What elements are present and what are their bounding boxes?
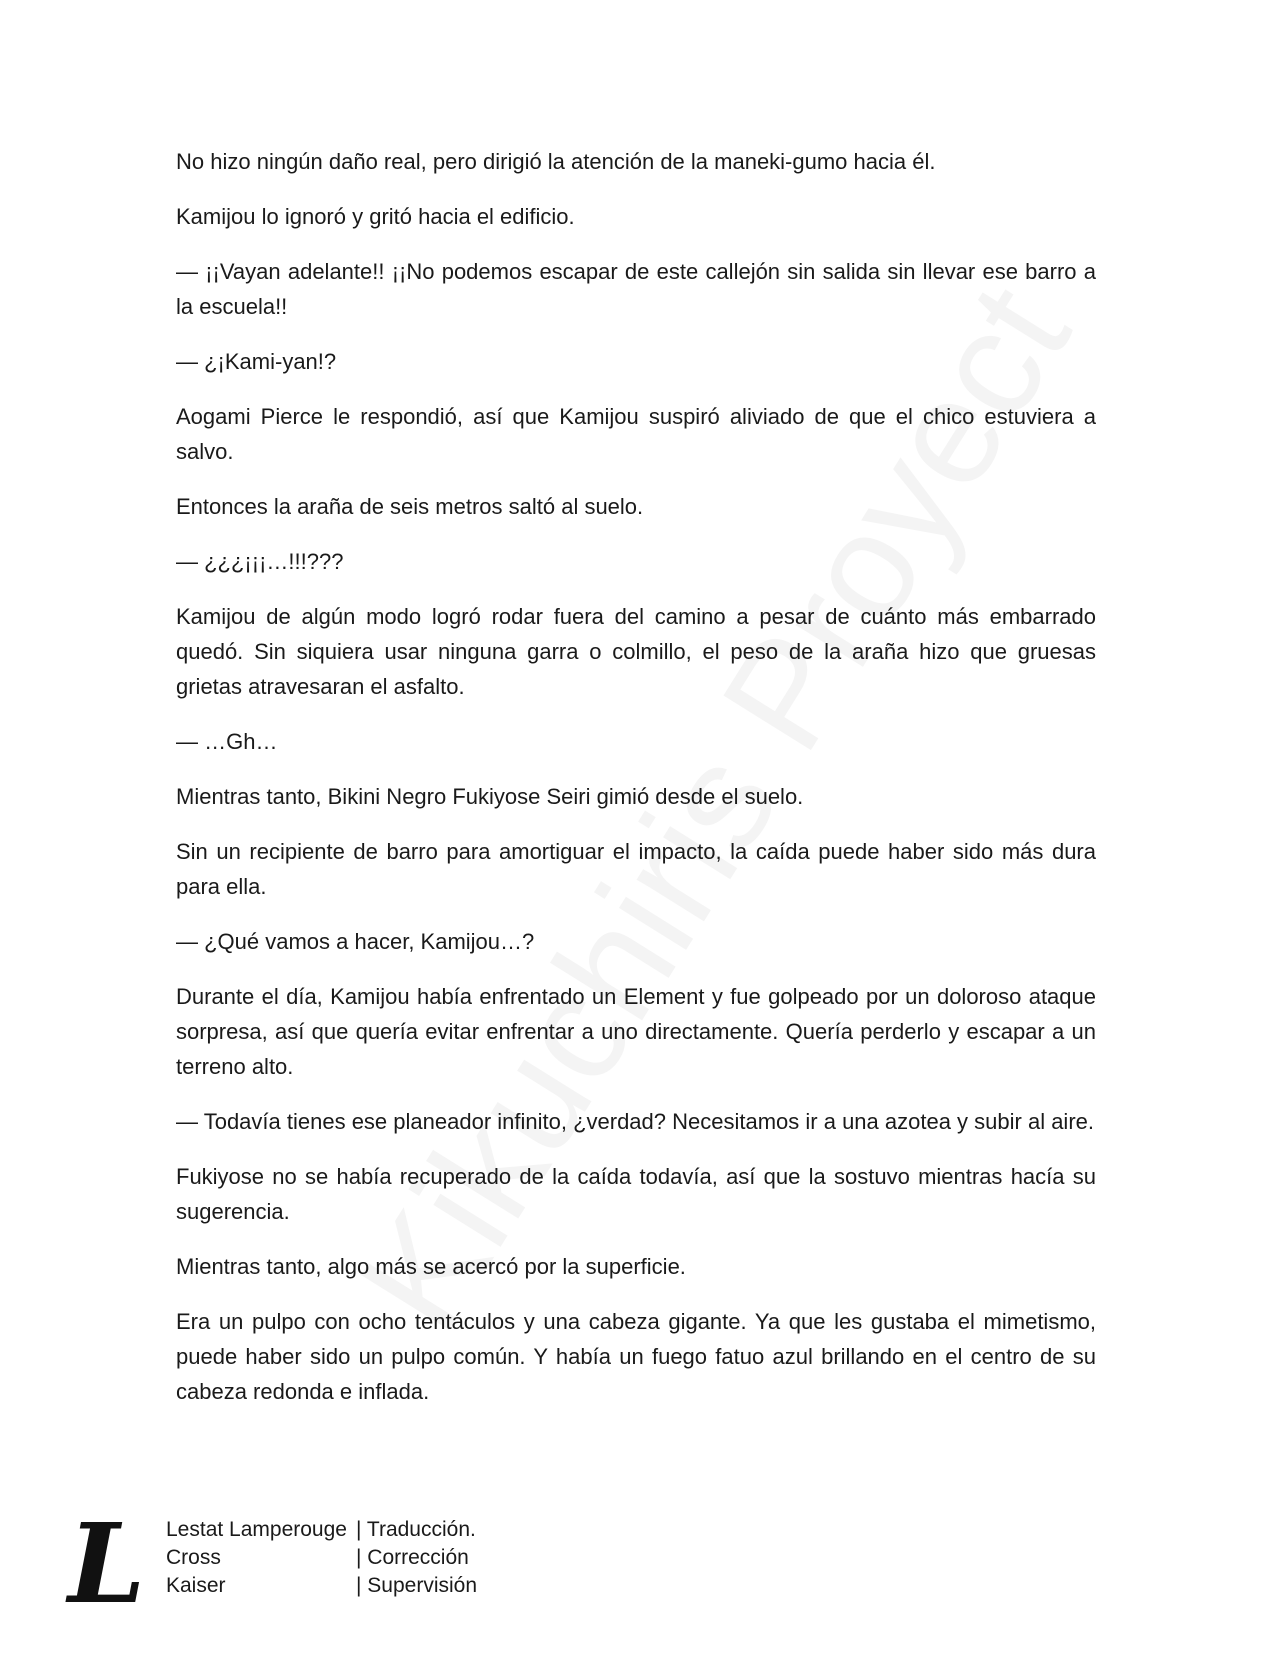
paragraph-7: — ¿¿¿¡¡¡…!!!???	[176, 549, 344, 574]
credit-row	[166, 1572, 477, 1600]
credit-role: | Traducción.	[356, 1518, 476, 1541]
credit-name: Lestat Lamperouge	[166, 1518, 347, 1541]
paragraph-2: Kamijou lo ignoró y gritó hacia el edificio.	[176, 204, 575, 229]
gothic-l-logo: L	[68, 1499, 146, 1628]
paragraph-8: Kamijou de algún modo logró rodar fuera del camino a pesar de cuánto más embarrado quedó. Sin siquiera usar ninguna garra o colmillo, el peso de la araña hizo que gruesas grietas atravesaran el asfalto.	[176, 604, 1096, 699]
paragraph-17: Era un pulpo con ocho tentáculos y una cabeza gigante. Ya que les gustaba el mimetismo, puede haber sido un pulpo común. Y había un fuego fatuo azul brillando en el centro de su cabeza redonda e inflada.	[176, 1309, 1096, 1404]
paragraph-5: Aogami Pierce le respondió, así que Kamijou suspiró aliviado de que el chico estuviera a salvo.	[176, 404, 1096, 464]
paragraph-14: — Todavía tienes ese planeador infinito, ¿verdad? Necesitamos ir a una azotea y subir al aire.	[176, 1109, 1094, 1134]
credit-role: | Supervisión	[356, 1574, 478, 1597]
paragraph-6: Entonces la araña de seis metros saltó al suelo.	[176, 494, 644, 519]
credits-list	[166, 1516, 477, 1600]
credits-footer	[60, 1499, 660, 1628]
paragraph-10: Mientras tanto, Bikini Negro Fukiyose Seiri gimió desde el suelo.	[176, 784, 804, 809]
paragraph-12: — ¿Qué vamos a hacer, Kamijou…?	[176, 929, 535, 954]
credit-name: Kaiser	[166, 1574, 226, 1597]
paragraph-4: — ¿¡Kami-yan!?	[176, 349, 337, 374]
paragraph-15: Fukiyose no se había recuperado de la caída todavía, así que la sostuvo mientras hacía su sugerencia.	[176, 1164, 1096, 1224]
paragraph-3: — ¡¡Vayan adelante!! ¡¡No podemos escapar de este callejón sin salida sin llevar ese barro a la escuela!!	[176, 259, 1096, 319]
credit-row	[166, 1516, 477, 1544]
paragraph-1: No hizo ningún daño real, pero dirigió la atención de la maneki-gumo hacia él.	[176, 149, 936, 174]
credit-name: Cross	[166, 1546, 221, 1569]
credit-row	[166, 1544, 477, 1572]
paragraph-13: Durante el día, Kamijou había enfrentado un Element y fue golpeado por un doloroso ataque sorpresa, así que quería evitar enfrentar a uno directamente. Quería perderlo y escapar a un terreno alto.	[176, 984, 1096, 1079]
credit-role: | Corrección	[356, 1546, 469, 1569]
paragraph-11: Sin un recipiente de barro para amortiguar el impacto, la caída puede haber sido más dura para ella.	[176, 839, 1096, 899]
document-body	[176, 144, 1096, 1429]
paragraph-9: — …Gh…	[176, 729, 278, 754]
paragraph-16: Mientras tanto, algo más se acercó por la superficie.	[176, 1254, 686, 1279]
